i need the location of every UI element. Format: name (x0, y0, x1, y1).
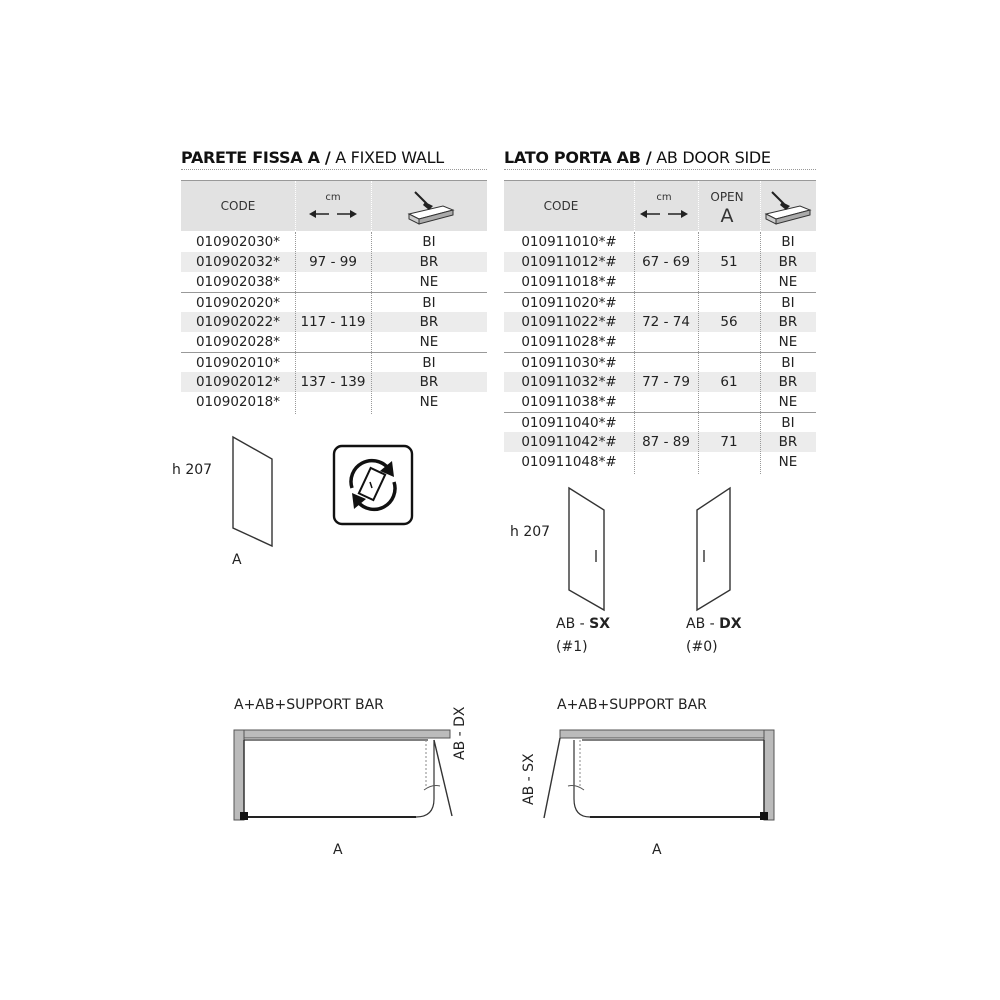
table-row (181, 372, 487, 392)
cell-cm: 137 - 139 (300, 374, 366, 390)
cell-code: 010911038*# (521, 394, 617, 410)
cell-code: 010911020*# (521, 295, 617, 311)
right-title-thin: AB DOOR SIDE (651, 148, 771, 167)
door-dx-bold: DX (719, 616, 742, 632)
col-divider (371, 232, 372, 414)
cell-open (698, 293, 760, 313)
cell-cm (295, 392, 371, 412)
cell-color: BR (419, 254, 439, 270)
cell-code: 010902010* (195, 355, 281, 371)
cell-cm (295, 332, 371, 352)
cell-cm (634, 232, 698, 252)
table-row (504, 252, 816, 272)
cell-open: 61 (720, 374, 738, 390)
header-code: CODE (543, 199, 579, 213)
cell-color: BR (778, 314, 798, 330)
cell-cm: 77 - 79 (642, 374, 690, 390)
header-open-a: A (720, 205, 734, 227)
table-row (181, 352, 487, 373)
fixed-panel-drawing (228, 434, 278, 550)
cell-code: 010911030*# (521, 355, 617, 371)
table-header (181, 180, 487, 231)
right-plan-title: A+AB+SUPPORT BAR (557, 697, 707, 713)
panel-height-label: h 207 (172, 462, 213, 478)
right-title-bold: LATO PORTA AB / (504, 148, 652, 167)
left-plan-wall-label: A (333, 842, 343, 858)
col-divider (634, 232, 635, 474)
col-divider (698, 232, 699, 474)
cell-color: NE (419, 394, 439, 410)
cell-code: 010902030* (195, 234, 281, 250)
cell-cm (634, 452, 698, 472)
cell-color: NE (419, 274, 439, 290)
cell-code: 010902012* (195, 374, 281, 390)
cell-code: 010911012*# (521, 254, 617, 270)
door-sx-label (556, 616, 610, 632)
door-side-table (504, 180, 816, 475)
table-row (504, 292, 816, 313)
table-row (504, 332, 816, 352)
cell-code: 010911022*# (521, 314, 617, 330)
cell-code: 010911040*# (521, 415, 617, 431)
reversible-rotate-icon (332, 444, 414, 526)
header-cm: cm (325, 192, 341, 203)
cell-code: 010902038* (195, 274, 281, 290)
left-table-title (181, 148, 444, 167)
cell-cm (634, 413, 698, 433)
table-row (504, 272, 816, 292)
cell-cm (295, 353, 371, 373)
table-row (181, 292, 487, 313)
cell-open (698, 353, 760, 373)
cell-code: 010902020* (195, 295, 281, 311)
cell-color: NE (778, 394, 798, 410)
cell-code: 010902032* (195, 254, 281, 270)
cell-color: NE (778, 274, 798, 290)
cell-cm: 97 - 99 (309, 254, 357, 270)
cell-color: BI (781, 234, 795, 250)
cell-color: BI (422, 295, 436, 311)
cell-open (698, 452, 760, 472)
left-title-thin: A FIXED WALL (330, 148, 444, 167)
door-sx-bold: SX (589, 616, 611, 632)
cell-color: BR (419, 314, 439, 330)
table-row (504, 312, 816, 332)
cell-open (698, 413, 760, 433)
cell-code: 010911042*# (521, 434, 617, 450)
header-code: CODE (220, 199, 256, 213)
cell-color: BI (781, 355, 795, 371)
cell-color: BR (778, 254, 798, 270)
fixed-wall-table (181, 180, 487, 415)
door-dx-prefix: AB - (686, 616, 720, 632)
table-row (504, 432, 816, 452)
cell-color: BR (419, 374, 439, 390)
header-cm: cm (656, 192, 672, 203)
cell-color: NE (778, 454, 798, 470)
cell-code: 010902022* (195, 314, 281, 330)
table-row (181, 232, 487, 252)
cell-cm (295, 232, 371, 252)
right-title-rule (504, 169, 816, 170)
cell-cm (634, 353, 698, 373)
door-dx-code: (#0) (686, 639, 718, 655)
door-dx-drawing (692, 484, 736, 614)
cell-color: NE (419, 334, 439, 350)
cell-cm (634, 293, 698, 313)
table-row (504, 452, 816, 472)
cell-color: BI (422, 355, 436, 371)
table-header (504, 180, 816, 231)
col-divider (760, 232, 761, 474)
table-row (504, 232, 816, 252)
table-row (504, 352, 816, 373)
door-sx-drawing (564, 484, 608, 614)
cell-cm (634, 272, 698, 292)
cell-code: 010911018*# (521, 274, 617, 290)
cell-code: 010911032*# (521, 374, 617, 390)
cell-cm: 117 - 119 (300, 314, 366, 330)
cell-cm (295, 293, 371, 313)
table-row (181, 332, 487, 352)
door-dx-label (686, 616, 742, 632)
cell-code: 010911048*# (521, 454, 617, 470)
cell-cm (634, 392, 698, 412)
cell-open: 71 (720, 434, 738, 450)
right-plan-diagram (540, 724, 780, 824)
header-open: OPEN (710, 190, 744, 204)
width-arrows-icon (640, 209, 688, 219)
panel-label: A (232, 552, 242, 568)
left-plan-door-label: AB - DX (452, 706, 468, 760)
cell-cm (295, 272, 371, 292)
cell-color: NE (778, 334, 798, 350)
cell-code: 010902018* (195, 394, 281, 410)
cell-color: BI (422, 234, 436, 250)
cell-code: 010902028* (195, 334, 281, 350)
left-title-bold: PARETE FISSA A / (181, 148, 331, 167)
table-row (504, 392, 816, 412)
cell-code: 010911010*# (521, 234, 617, 250)
col-divider (295, 232, 296, 414)
cell-color: BI (781, 295, 795, 311)
brush-profile-icon (760, 186, 816, 228)
table-row (504, 372, 816, 392)
door-sx-prefix: AB - (556, 616, 590, 632)
cell-cm: 72 - 74 (642, 314, 690, 330)
cell-open: 51 (720, 254, 738, 270)
right-plan-wall-label: A (652, 842, 662, 858)
width-arrows-icon (309, 209, 357, 219)
table-row (504, 412, 816, 433)
cell-color: BI (781, 415, 795, 431)
cell-color: BR (778, 434, 798, 450)
table-row (181, 312, 487, 332)
cell-color: BR (778, 374, 798, 390)
cell-open: 56 (720, 314, 738, 330)
left-title-rule (181, 169, 487, 170)
cell-cm: 67 - 69 (642, 254, 690, 270)
cell-open (698, 332, 760, 352)
cell-cm (634, 332, 698, 352)
door-height-label: h 207 (510, 524, 551, 540)
left-plan-title: A+AB+SUPPORT BAR (234, 697, 384, 713)
cell-code: 010911028*# (521, 334, 617, 350)
cell-open (698, 392, 760, 412)
brush-profile-icon (403, 186, 459, 228)
cell-open (698, 232, 760, 252)
right-table-title (504, 148, 771, 167)
cell-cm: 87 - 89 (642, 434, 690, 450)
table-row (181, 272, 487, 292)
door-sx-code: (#1) (556, 639, 588, 655)
table-row (181, 252, 487, 272)
table-row (181, 392, 487, 412)
right-plan-door-label: AB - SX (521, 753, 537, 805)
cell-open (698, 272, 760, 292)
